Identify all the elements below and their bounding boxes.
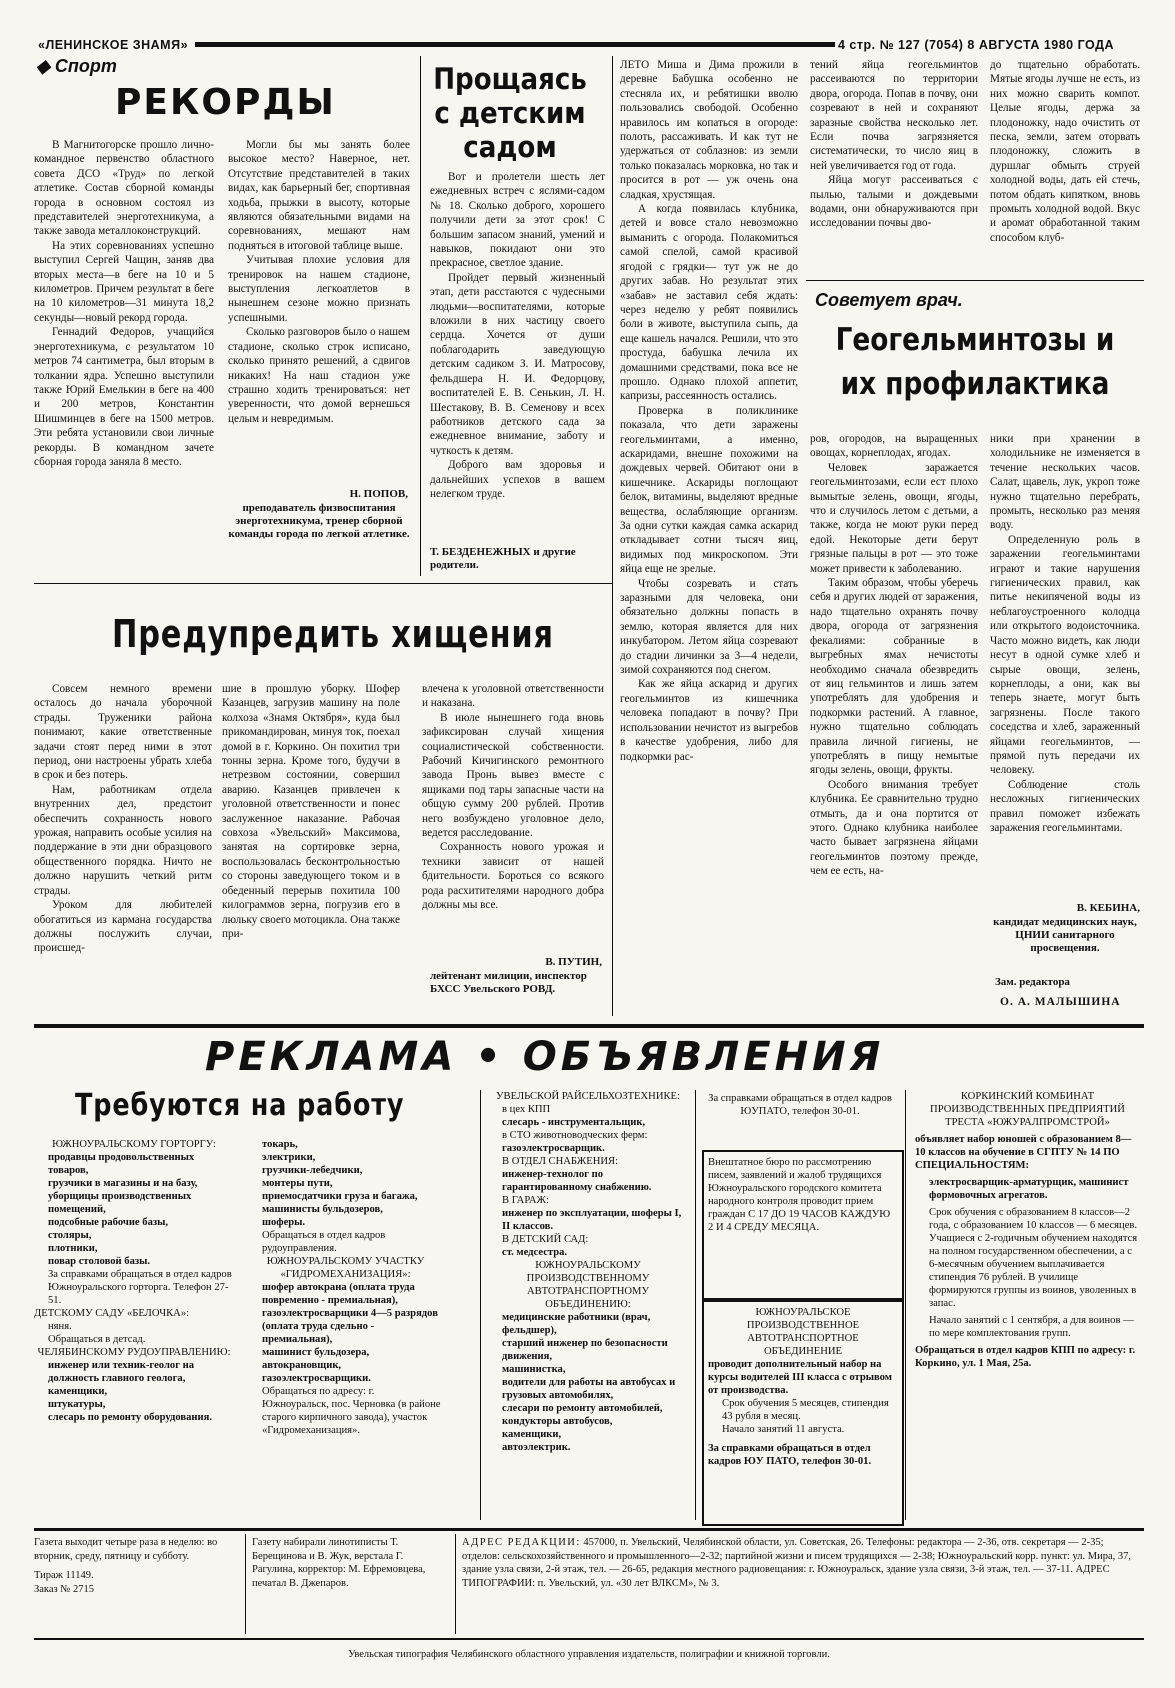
ads-banner: РЕКЛАМА • ОБЪЯВЛЕНИЯ [205, 1034, 885, 1080]
ad-line: грузчики в магазины и на базу, [48, 1178, 198, 1189]
helminth-author-title: кандидат медицинских наук, ЦНИИ санитарного просвещения. [993, 916, 1137, 954]
jobs-col-1 [34, 1138, 234, 1516]
editor-label: Зам. редактора [995, 976, 1070, 988]
ad-line: продавцы продовольственных товаров, [48, 1152, 195, 1176]
ads-top-rule [34, 1024, 1144, 1028]
ad-employer-heading: ЮЖНОУРАЛЬСКОМУ ГОРТОРГУ: [52, 1139, 216, 1150]
paragraph: Проверка в поликлинике показала, что дети заражены геогельминтами, а именно, аскаридами, внешне похожими на дождевых червей. Обитают они в кишечнике. Аскариды поглощают белок, витамины, выделяют вредные вещества, ослабляющие организм. За одни сутки каждая самка аскарид откладывает сотни тысяч яиц, видимых под микроскопом. Эти яйца еще не зрелые. [620, 404, 798, 576]
courses-term: Срок обучения 5 месяцев, стипендия 43 рубля в месяц. [722, 1398, 889, 1422]
school-term: Срок обучения с образованием 8 классов—2 года, с образованием 10 классов — 6 месяцев. Учащиеся с 2-годичным обучением находятся на полном государственном обеспечении, а с 6-месячным обучением выплачивается стипендия 76 рублей. В училище формируются группы из воинов, уволенных в запас. [929, 1207, 1138, 1309]
footer-schedule-block [34, 1536, 239, 1636]
paragraph: Яйца могут рассеиваться с пылью, талыми и дождевыми водами, они обнаруживаются при исследовании почвы дво- [810, 174, 978, 230]
school-start: Начало занятий с 1 сентября, а для воинов — по мере комплектования групп. [929, 1315, 1134, 1339]
paragraph: Как же яйца аскарид и других геогельминтов из кишечника человека попадают в почву? При использовании нечистот из выгребов в качестве удобрения, либо для подкормки рас- [620, 678, 798, 763]
ad-line: В ДЕТСКИЙ САД: [502, 1234, 589, 1245]
school-contact: Обращаться в отдел кадров КПП по адресу: г. Коркино, ул. 1 Мая, 25а. [915, 1345, 1136, 1369]
ad-line: плотники, [48, 1243, 98, 1254]
ad-line: шофер автокрана (оплата труда повременно - премиальная), [262, 1282, 415, 1306]
ad-line: В ОТДЕЛ СНАБЖЕНИЯ: [502, 1156, 619, 1167]
column-rule [455, 1534, 456, 1634]
ad-employer-heading: ЮЖНОУРАЛЬСКОМУ ПРОИЗВОДСТВЕННОМУ АВТОТРАНСПОРТНОМУ ОБЪЕДИНЕНИЮ: [526, 1260, 650, 1310]
paragraph: влечена к уголовной ответственности и наказана. [422, 683, 604, 710]
ad-line: каменщики, [48, 1386, 108, 1397]
bureau-box: Внештатное бюро по рассмотрению писем, заявлений и жалоб трудящихся Южноуральского городского комитета народного контроля проводит прием граждан С 17 ДО 19 ЧАСОВ КАЖДУЮ 2 И 4 СРЕДУ МЕСЯЦА. [702, 1150, 904, 1300]
jobs-col-3 [488, 1090, 688, 1520]
theft-author-title: лейтенант милиции, инспектор БХСС Увельского РОВД. [430, 970, 587, 995]
ad-line: штукатуры, [48, 1399, 106, 1410]
ad-line: слесарь по ремонту оборудования. [48, 1412, 213, 1423]
sport-rubric [36, 56, 117, 77]
paragraph: до тщательно обработать. Мятые ягоды лучше не есть, из них можно сварить компот. Целые ягоды, держа за плодоножку, надо очистить от песка, земли, затем оторвать плодоножку, сложить в дуршлаг обмыть струей холодной воды, дать ей стечь, потом обдать кипятком, вновь промыть холодной водой. Вкус и аромат обработанной таким способом клуб- [990, 59, 1140, 244]
footer-address-block [462, 1536, 1142, 1636]
paragraph: Вот и пролетели шесть лет ежедневных встреч с яслями-садом № 18. Сколько доброго, хорошего получили дети за этот срок! С большим запасом знаний, умений и навыков, покидают они это прекрасное, светлое здание. [430, 171, 605, 270]
footer-printer: Увельская типография Челябинского областного управления издательств, полиграфии и книжной торговли. [348, 1649, 830, 1660]
paragraph: Человек заражается геогельминтозами, если ест плохо вымытые зелень, овощи, ягоды, что и случилось летом с детьми, а также, когда не моют руки перед едой. Некоторые дети берут грязные пальцы в рот — это тоже может привести к заболеванию. [810, 461, 978, 575]
ad-line: водители для работы на автобусах и грузовых автомобилях, [502, 1377, 676, 1401]
helminth-col-1 [810, 432, 978, 1016]
ad-line: Обращаться по адресу: г. Южноуральск, пос. Черновка (в районе старого кирпичного завода), участок «Гидромеханизация». [262, 1386, 441, 1436]
helminth-author: В. КЕБИНА, [1076, 902, 1140, 914]
paragraph: Учитывая плохие условия для тренировок на нашем стадионе, выступления легкоатлетов в нынешнем сезоне можно признать успешными. [228, 254, 410, 324]
ad-line: Обращаться в отдел кадров рудоуправления. [262, 1230, 386, 1254]
theft-col-1 [34, 682, 212, 1018]
ad-line: газоэлектросварщики. [262, 1373, 371, 1384]
ad-line: слесарь - инструментальщик, [502, 1117, 646, 1128]
ad-line: автоэлектрик. [502, 1442, 571, 1453]
school-specs: электросварщик-арматурщик, машинист формовочных агрегатов. [929, 1177, 1129, 1201]
masthead-issue: 4 стр. № 127 (7054) 8 АВГУСТА 1980 ГОДА [838, 38, 1115, 52]
ad-contact-top: За справками обращаться в отдел кадров ЮУПАТО, телефон 30-01. [708, 1093, 892, 1117]
paragraph: шие в прошлую уборку. Шофер Казанцев, загрузив машину на поле колхоза «Знамя Октября», куда был прикомандирован, минуя ток, поехал домой в г. Коркино. Он похитил три тонны зерна. Кроме того, будучи в нетрезвом состоянии, совершил аварию. Казанцев привлечен к уголовной ответственности и понес заслуженное наказание. Рабочая совхоза «Увельский» Максимова, занятая на сортировке зерна, воспользовалась бесконтрольностью со стороны заведующего током и в обеденный перерыв похитила 100 килограммов зерна, погрузив его в люльку своего мотоцикла. Она также при- [222, 683, 400, 940]
footer-address: 457000, п. Увельский, Челябинской области, ул. Советская, 26. Телефоны: редактора — 2-36, отв. секретаря — 2-35; отделов: сельскохозяйственного и промышленного—2-32; партийной жизни и писем трудящихся — 2-38; Южноуральский корр. пункт: ул. Мира, 37, здание узла связи, 2-й этаж, тел. — 26-65, редакция местного радиовещания: г. Южноуральск, здание узла связи, 3-й этаж, тел. — 37-11. АДРЕС ТИПОГРАФИИ: п. Увельский, ул. «30 лет ВЛКСМ», № 3. [462, 1537, 1131, 1589]
paragraph: Уроком для любителей обогатиться из кармана государства должны послужить случаи, происшед- [34, 899, 212, 955]
ad-line: монтеры пути, [262, 1178, 333, 1189]
ad-line: уборщицы производственных помещений, [48, 1191, 192, 1215]
paragraph: В Магнитогорске прошло лично-командное первенство областного совета ДСО «Труд» по легкой атлетике. Состав сборной команды города в основном состоял из представителей энерготехникума, а также завода металлоконструкций. [34, 139, 214, 238]
column-rule [612, 56, 613, 1016]
jobs-title: Требуются на работу [75, 1088, 405, 1123]
ad-line: слесари по ремонту автомобилей, [502, 1403, 663, 1414]
masthead-rule [195, 42, 835, 47]
paragraph: Нам, работникам отдела внутренних дел, предстоит обеспечить сохранность нового урожая, направить особые усилия на поддержание в эти дни образцового общественного порядка. Ничто не должно нарушить четкий ритм страды. [34, 783, 212, 897]
paragraph: Чтобы созревать и стать заразными для человека, они обязательно должны попасть в землю, которая является для них инкубатором. Летом яйца созревают до стадии личинки за 3—4 недели, зимой сохраняются под снегом. [620, 577, 798, 677]
section-rule [34, 583, 612, 584]
ad-line: повар столовой базы. [48, 1256, 151, 1267]
ad-line: автокрановщик, [262, 1360, 342, 1371]
paragraph: тений яйца геогельминтов рассеиваются по территории двора, огорода. Попав в почву, они созревают в ней и сохраняют заразные свойства несколько лет. Если почва загрязняется систематически, то число яиц в ней увеличивается год от года. [810, 59, 978, 172]
courses-body: проводит дополнительный набор на курсы водителей III класса с отрывом от производства. [708, 1359, 892, 1396]
helminth-col-2 [990, 432, 1140, 900]
ad-line: машинистка, [502, 1364, 566, 1375]
ad-line: столяры, [48, 1230, 92, 1241]
ad-line: токарь, [262, 1139, 298, 1150]
ad-line: За справками обращаться в отдел кадров Южноуральского горторга. Телефон 27-51. [48, 1269, 232, 1306]
paragraph: На этих соревнованиях успешно выступил Сергей Чащин, заняв два вторых места—в беге на 10 и 5 километров. Причем результат в беге на 10 километров—31 минута 18,2 секунды—новый рекорд города. [34, 239, 214, 324]
sport-rubric-label: Спорт [54, 56, 117, 76]
school-body: объявляет набор юношей с образованием 8—10 классов на обучение в СГПТУ № 14 ПО СПЕЦИАЛЬНОСТЯМ: [915, 1134, 1132, 1171]
records-col-1 [34, 138, 214, 580]
ad-line: Обращаться в детсад. [48, 1334, 146, 1345]
ad-line: шоферы. [262, 1217, 306, 1228]
school-ad [915, 1090, 1140, 1520]
footer-circulation: Тираж 11149. [34, 1570, 94, 1581]
ad-line: медицинские работники (врач, фельдшер), [502, 1312, 651, 1336]
ad-line: В ГАРАЖ: [502, 1195, 549, 1206]
paragraph: Определенную роль в заражении геогельминтами играют и такие нарушения гигиенических правил, как питье некипяченой воды из неблагоустроенного колодца или открытого водоисточника. Часто можно видеть, как люди несут в одной сумке хлеб и сырые овощи, зелень, корнеплоды, а они, как вы теперь знаете, могут быть загрязнены. После такого соседства и хлеб, зараженный яйцами геогельминтов, — прямой путь передачи их человеку. [990, 533, 1140, 777]
paragraph: Таким образом, чтобы уберечь себя и других людей от заражения, надо тщательно охранять почву двора, огорода от загрязнения фекалиями: собранные в выгребных ямах нечистоты необходимо сначала обезвредить от яиц гельминтов и лишь затем употреблять для удобрения и подкормки растений. А главное, нужно тщательно соблюдать правила личной гигиены, не употреблять в пищу немытые ягоды зелень, овощи, фрукты. [810, 577, 978, 777]
ad-line: электрики, [262, 1152, 316, 1163]
paragraph: Пройдет первый жизненный этап, дети расстаются с чудесными людьми—воспитателями, которые вложили в них частицу своего сердца. Хочется от души поблагодарить заведующую детским садиком З. И. Матросову, фельдшера Н. И. Федорцову, воспитателей Е. В. Сенькин, Л. Н. Шестакову, В. В. Семенову и всех работников детского сада за ежедневное внимание, заботу и чуткость к детям. [430, 271, 605, 457]
records-col-2 [228, 138, 410, 483]
summer-col-1 [620, 58, 798, 1016]
diamond-icon: ◆ [36, 56, 50, 76]
ad-line: машинисты бульдозеров, [262, 1204, 383, 1215]
editor-name: О. А. МАЛЫШИНА [1000, 996, 1121, 1008]
courses-start: Начало занятий 11 августа. [722, 1424, 845, 1435]
footer-schedule: Газета выходит четыре раза в неделю: во вторник, среду, пятницу и субботу. [34, 1537, 218, 1562]
kindergarten-author: Т. БЕЗДЕНЕЖНЫХ и другие родители. [430, 546, 576, 571]
kindergarten-title: Прощаясь с детским садом [433, 62, 587, 164]
courses-title: ЮЖНОУРАЛЬСКОЕ ПРОИЗВОДСТВЕННОЕ АВТОТРАНСПОРТНОЕ ОБЪЕДИНЕНИЕ [746, 1307, 860, 1357]
column-rule [420, 56, 421, 576]
column-rule [695, 1090, 696, 1520]
school-title: КОРКИНСКИЙ КОМБИНАТ ПРОИЗВОДСТВЕННЫХ ПРЕДПРИЯТИЙ ТРЕСТА «ЮЖУРАЛПРОМСТРОЙ» [930, 1091, 1125, 1128]
ad-line: машинист бульдозера, [262, 1347, 370, 1358]
courses-box [702, 1300, 904, 1526]
column-rule [245, 1534, 246, 1634]
ad-line: инженер или техник-геолог на должность главного геолога, [48, 1360, 195, 1384]
ad-employer-heading: ЧЕЛЯБИНСКОМУ РУДОУПРАВЛЕНИЮ: [37, 1347, 231, 1358]
footer-bottom-rule [34, 1638, 1144, 1640]
paragraph: Могли бы мы занять более высокое место? Наверное, нет. Отсутствие представителей в таких видах, как барьерный бег, спортивная ходьба, прыжки в высоту, которые являются обязательными видами на соревнованиях, мешают нам подняться в итоговой таблице выше. [228, 139, 410, 252]
ad-line: приемосдатчики груза и багажа, [262, 1191, 418, 1202]
ad-line: няня. [48, 1321, 72, 1332]
ad-line: подсобные рабочие базы, [48, 1217, 169, 1228]
column-rule [905, 1090, 906, 1520]
footer-top-rule [34, 1528, 1144, 1531]
summer-col-2 [810, 58, 978, 270]
ad-line: ст. медсестра. [502, 1247, 568, 1258]
masthead-paper-name: «ЛЕНИНСКОЕ ЗНАМЯ» [38, 38, 189, 52]
paragraph: ники при хранении в холодильнике не изменяется в течение нескольких часов. Салат, щавель, лук, укроп тоже нужно тщательно перебрать, промыть, несколько раз меняя воду. [990, 433, 1140, 532]
theft-col-2 [222, 682, 400, 1018]
footer-address-label: АДРЕС РЕДАКЦИИ: [462, 1537, 581, 1548]
ad-employer-heading: УВЕЛЬСКОЙ РАЙСЕЛЬХОЗТЕХНИКЕ: [496, 1091, 680, 1102]
records-author-title: преподаватель физвоспитания энерготехникума, тренер сборной команды города по легкой атлетике. [228, 502, 410, 540]
paragraph: ров, огородов, на выращенных овощах, корнеплодах, ягодах. [810, 433, 978, 460]
ad-employer-heading: ЮЖНОУРАЛЬСКОМУ УЧАСТКУ «ГИДРОМЕХАНИЗАЦИЯ»: [266, 1256, 425, 1280]
ad-line: газоэлектросварщики 4—5 разрядов (оплата труда сдельно - премиальная), [262, 1308, 438, 1345]
ad-line: каменщики, [502, 1429, 562, 1440]
theft-title: Предупредить хищения [112, 612, 554, 656]
ad-line: в цех КПП [502, 1104, 551, 1115]
kindergarten-body [430, 170, 605, 542]
ad-line: в СТО животноводческих ферм: [502, 1130, 648, 1141]
paragraph: Сколько разговоров было о нашем стадионе, сколько строк исписано, сколько принято решений, а сдвигов никаких! На наш стадион уже страшно ходить тренироваться: нет уверенности, что домой вернешься целым и невредимым. [228, 326, 410, 425]
column-rule [480, 1090, 481, 1520]
ad-line: газоэлектросварщик. [502, 1143, 605, 1154]
section-rule [806, 280, 1144, 281]
paragraph: Совсем немного времени осталось до начала уборочной страды. Труженики района понимают, какие ответственные задачи стоят перед ними в этот период, они настроены убрать хлеба в срок и без потерь. [34, 683, 212, 782]
dropcap-paragraph: ЛЕТО Миша и Дима прожили в деревне Бабушка особенно не стесняла их, и ребятишки вволю пользовались свободой. Особенно нравилось им копаться в огороде: полоть, рассаживать. И как тут не удержаться от соблазнов: из земли только показалась морковка, но так и просится в рот — уж очень она сладкая, хрустящая. [620, 59, 798, 201]
ad-line: старший инженер по безопасности движения, [502, 1338, 668, 1362]
helminth-title: Геогельминтозы и их профилактика [835, 322, 1115, 402]
theft-author: В. ПУТИН, [545, 956, 602, 968]
ad-line: инженер по эксплуатации, шоферы I, II классов. [502, 1208, 682, 1232]
ad-line: грузчики-лебедчики, [262, 1165, 363, 1176]
ad-line: инженер-технолог по гарантированному снабжению. [502, 1169, 652, 1193]
footer-typeset: Газету набирали линотиписты Т. Берещинова и В. Жук, верстала Г. Рагулина, корректор: М. Ефремовцева, печатал В. Джепаров. [252, 1537, 426, 1589]
paragraph: Геннадий Федоров, учащийся энерготехникума, с результатом 10 метров 74 сантиметра, был вторым в толкании ядра. Успешно выступили также Юрий Емелькин в беге на 400 и 200 метров, Константин Шишминцев в беге на 1500 метров. Эти ребята установили свои личные рекорды. В командном зачете сборная города заняла 8 место. [34, 326, 214, 468]
paragraph: Соблюдение столь несложных гигиенических правил поможет избежать заражения геогельминтами. [990, 778, 1140, 834]
footer-order: Заказ № 2715 [34, 1583, 94, 1595]
paragraph: Сохранность нового урожая и техники зависит от нашей бдительности. Бороться со всякого рода расхитителями народного добра должны мы все. [422, 841, 604, 912]
paragraph: В июле нынешнего года вновь зафиксирован случай хищения социалистической собственности. Рабочий Кичигинского ремонтного завода Пронь вывез вместе с ящиками под тары запасные части на общую сумму 200 рублей. Против него возбуждено уголовное дело, ведется расследование. [422, 711, 604, 840]
summer-col-3 [990, 58, 1140, 270]
helminth-rubric: Советует врач. [815, 290, 963, 310]
ad-line: кондукторы автобусов, [502, 1416, 613, 1427]
records-title: РЕКОРДЫ [115, 82, 336, 123]
theft-col-3 [422, 682, 604, 944]
paragraph: А когда появилась клубника, детей и вовсе стало невозможно выманить с огорода. Полакомиться самой спелой, самой красивой ягодой с грядки— тут уж не до других забав. Но результат этих «забав» не заставил себя ждать: через неделю у ребят появились боли в животе, выступила сыпь, да еще кашель начался. Решили, что это простуда, бабушка лечила их домашними средствами, пока все не прошло. Однако плохой аппетит, капризы, рассеянность остались. [620, 203, 798, 403]
paragraph: Особого внимания требует клубника. Ее сравнительно трудно отмыть, да и она портится от этого. Однако клубника наиболее часто бывает загрязнена яйцами геогельминтов поэтому прежде, чем ее есть, на- [810, 778, 978, 878]
records-author: Н. ПОПОВ, [349, 488, 408, 500]
paragraph: Доброго вам здоровья и дальнейших успехов в вашем нелегком труде. [430, 459, 605, 500]
jobs-col-2 [248, 1138, 443, 1516]
courses-contact: За справками обращаться в отдел кадров ЮУ ПАТО, телефон 30-01. [708, 1443, 872, 1467]
ad-line: ДЕТСКОМУ САДУ «БЕЛОЧКА»: [34, 1308, 190, 1319]
